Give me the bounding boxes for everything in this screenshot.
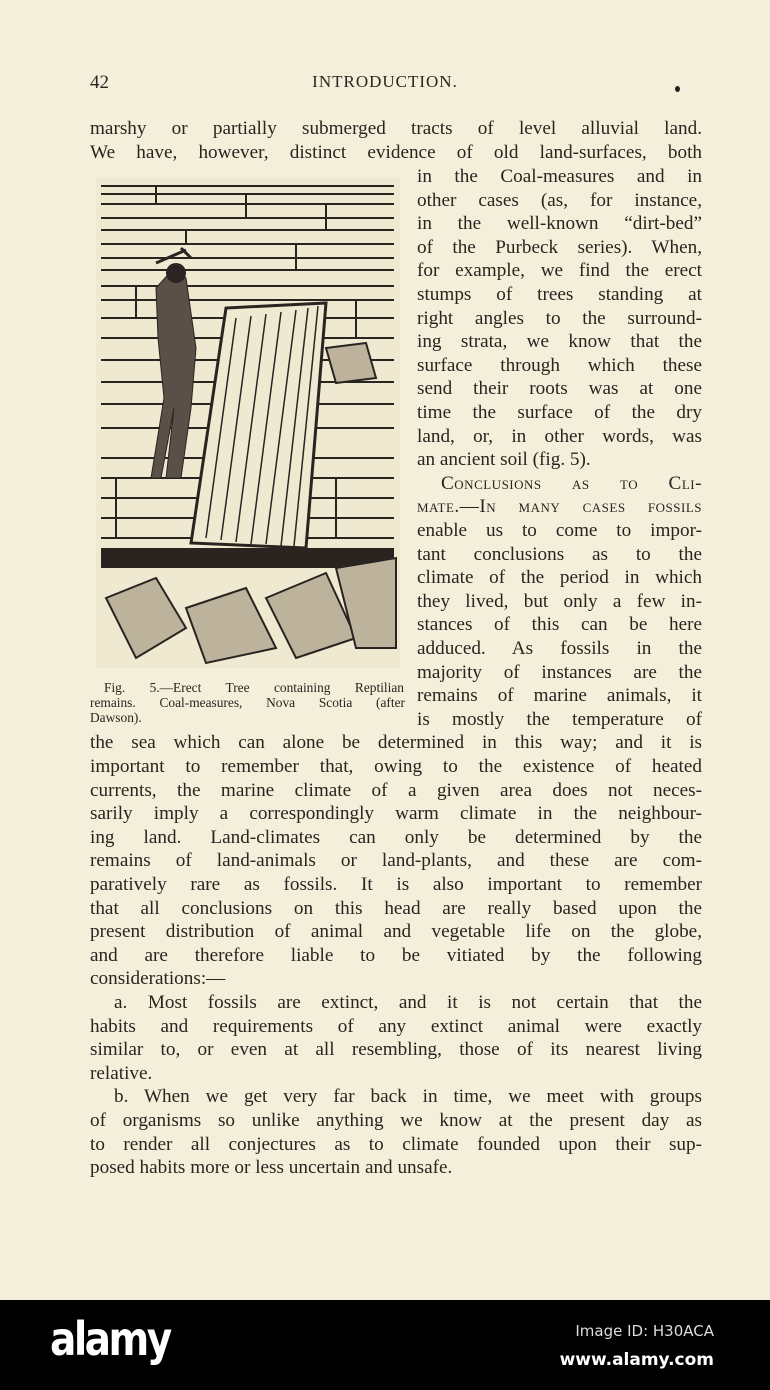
text-line: currents, the marine climate of a given area does not neces- [90,779,702,801]
text-line: for example, we find the erect [417,260,702,282]
text-line: and are therefore liable to be vitiated by the following [90,944,702,966]
text-line: relative. [90,1062,153,1084]
text-line: stumps of trees standing at [417,284,702,305]
figure-caption-line: remains. Coal-measures, Nova Scotia (after [90,695,405,710]
text-line: mate.—In many cases fossils [417,496,702,518]
text-line: sarily imply a correspondingly warm climate in the neighbour- [90,803,702,825]
text-line: ing strata, we know that the [417,331,702,353]
text-line: right angles to the surround- [417,307,702,329]
text-line: b. When we get very far back in time, we meet with groups [114,1086,702,1108]
text-line: enable us to come to impor- [417,520,702,541]
text-line: majority of instances are the [417,661,702,683]
text-line: marshy or partially submerged tracts of level alluvial land. [90,118,702,139]
text-line: ing land. Land-climates can only be determined by the [90,826,702,848]
text-line: a. Most fossils are extinct, and it is not certain that the [114,992,702,1013]
alamy-url: www.alamy.com [559,1350,714,1370]
image-id: Image ID: H30ACA [575,1322,714,1340]
text-line: present distribution of animal and vegetable life on the globe, [90,921,702,943]
running-title: INTRODUCTION. [312,72,458,91]
text-line: the sea which can alone be determined in this way; and it is [90,732,702,754]
text-line: We have, however, distinct evidence of old land-surfaces, both [90,141,702,163]
text-line: surface through which these [417,354,702,376]
text-line: in the well-known “dirt-bed” [417,213,702,235]
text-line: send their roots was at one [417,378,702,400]
text-line: important to remember that, owing to the existence of heated [90,756,702,777]
text-line: tant conclusions as to the [417,543,702,565]
ink-speck [675,86,680,92]
text-line: adduced. As fossils in the [417,638,702,659]
text-line: other cases (as, for instance, [417,189,702,211]
text-line: remains of marine animals, it [417,685,702,707]
text-line: climate of the period in which [417,567,702,589]
text-line: Conclusions as to Cli- [441,472,702,494]
text-line: that all conclusions on this head are really based upon the [90,897,702,919]
page-number: 42 [90,72,109,93]
figure-erect-tree-illustration [96,178,400,668]
text-line: habits and requirements of any extinct animal were exactly [90,1015,702,1037]
text-line: considerations:— [90,968,226,990]
text-line: to render all conjectures as to climate founded upon their sup- [90,1133,702,1155]
text-line: they lived, but only a few in- [417,590,702,612]
figure-caption-line: Fig. 5.—Erect Tree containing Reptilian [104,680,404,695]
figure-caption-line: Dawson). [90,710,142,725]
text-line: remains of land-animals or land-plants, and these are com- [90,850,702,872]
text-line: posed habits more or less uncertain and unsafe. [90,1157,453,1179]
text-line: paratively rare as fossils. It is also important to remember [90,874,702,895]
text-line: in the Coal-measures and in [417,166,702,187]
alamy-logo: alamy [50,1312,170,1366]
text-line: of the Purbeck series). When, [417,236,702,258]
text-line: time the surface of the dry [417,402,702,423]
text-line: land, or, in other words, was [417,425,702,447]
text-line: an ancient soil (fig. 5). [417,449,591,471]
text-line: is mostly the temperature of [417,708,702,730]
text-line: similar to, or even at all resembling, those of its nearest living [90,1039,702,1061]
text-line: of organisms so unlike anything we know at the present day as [90,1110,702,1131]
text-line: stances of this can be here [417,614,702,636]
